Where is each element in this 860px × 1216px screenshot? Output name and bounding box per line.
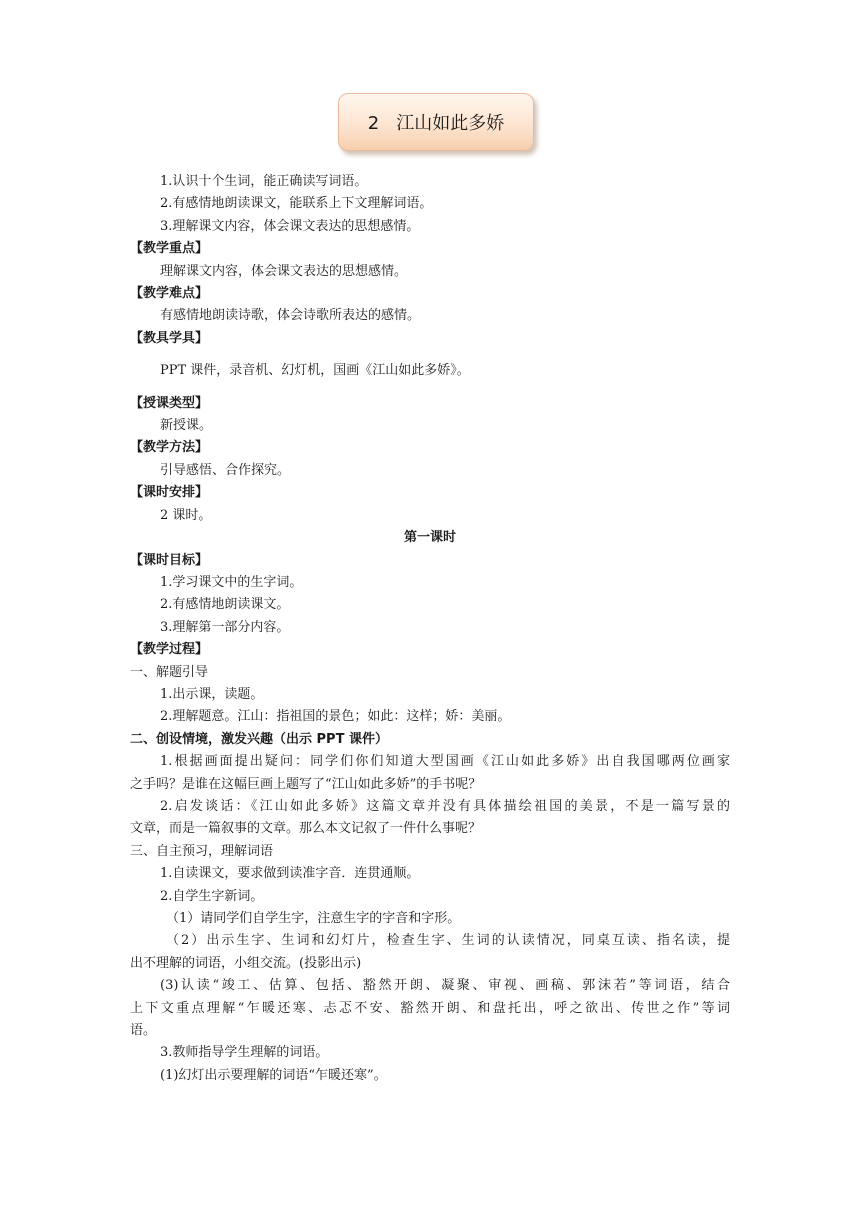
goal-item: 1.认识十个生词，能正确读写词语。 <box>160 174 368 189</box>
part-title: 一、解题引导 <box>130 664 209 680</box>
section-heading-lesson-goals: 【课时目标】 <box>130 552 209 568</box>
tools-text: PPT 课件，录音机、幻灯机，国画《江山如此多娇》。 <box>160 363 470 379</box>
goal-item: 3.理解课文内容，体会课文表达的思想感情。 <box>160 218 420 234</box>
section-heading-key-points: 【教学重点】 <box>130 241 209 257</box>
section-heading-difficulties: 【教学难点】 <box>130 286 209 302</box>
paragraph-line: 2.启发谈话：《江山如此多娇》这篇文章并没有具体描绘祖国的美景，不是一篇写景的 <box>160 798 730 814</box>
section-heading-tools: 【教具学具】 <box>130 330 209 346</box>
sub-item: (1)幻灯出示要理解的词语“乍暖还寒”。 <box>160 1067 387 1083</box>
part-title: 二、创设情境，激发兴趣（出示 PPT 课件） <box>130 731 388 747</box>
paragraph-line: 1.根据画面提出疑问：同学们你们知道大型国画《江山如此多娇》出自我国哪两位画家 <box>160 754 730 770</box>
title-banner <box>338 93 534 151</box>
lesson-goal-item: 1.学习课文中的生字词。 <box>160 574 303 590</box>
schedule-text: 2 课时。 <box>160 507 212 523</box>
paragraph-line: 文章，而是一篇叙事的文章。那么本文记叙了一件什么事呢？ <box>130 821 482 837</box>
method-text: 引导感悟、合作探究。 <box>160 462 291 478</box>
lesson-goal-item: 3.理解第一部分内容。 <box>160 619 290 635</box>
document-body <box>130 171 730 1087</box>
part-item: 2.自学生字新词。 <box>160 888 264 904</box>
paragraph-line: 语。 <box>130 1023 157 1039</box>
page-title: 2 江山如此多娇 <box>367 113 505 134</box>
section-heading-type: 【授课类型】 <box>130 395 209 411</box>
difficulties-text: 有感情地朗读诗歌，体会诗歌所表达的感情。 <box>160 308 421 324</box>
section-heading-schedule: 【课时安排】 <box>130 485 209 501</box>
part-title: 三、自主预习，理解词语 <box>130 843 274 859</box>
goal-item: 2.有感情地朗读课文，能联系上下文理解词语。 <box>160 196 433 212</box>
sub-item: （2）出示生字、生词和幻灯片，检查生字、生词的认读情况，同桌互读、指名读，提 <box>166 933 730 949</box>
key-points-text: 理解课文内容，体会课文表达的思想感情。 <box>160 263 408 279</box>
part-item: 3.教师指导学生理解的词语。 <box>160 1045 329 1061</box>
part-item: 1.出示课，读题。 <box>160 686 264 702</box>
part-item: 1.自读课文，要求做到读准字音．连贯通顺。 <box>160 866 420 882</box>
lesson-heading: 第一课时 <box>403 530 456 546</box>
paragraph-line: 上下文重点理解“乍暖还寒、忐忑不安、豁然开朗、和盘托出，呼之欲出、传世之作”等词 <box>130 1000 730 1016</box>
part-item: 2.理解题意。江山：指祖国的景色；如此：这样；娇：美丽。 <box>160 709 511 725</box>
sub-item: （1）请同学们自学生字，注意生字的字音和字形。 <box>166 911 461 926</box>
paragraph-line: 出不理解的词语，小组交流。(投影出示) <box>130 955 362 971</box>
type-text: 新授课。 <box>160 418 213 434</box>
lesson-goal-item: 2.有感情地朗读课文。 <box>160 597 290 613</box>
section-heading-method: 【教学方法】 <box>130 440 209 456</box>
sub-item: (3)认读“竣工、估算、包括、豁然开朗、凝聚、审视、画稿、郭沫若”等词语，结合 <box>160 978 730 994</box>
paragraph-line: 之手吗？是谁在这幅巨画上题写了“江山如此多娇”的手书呢？ <box>130 776 482 792</box>
section-heading-process: 【教学过程】 <box>130 642 209 658</box>
